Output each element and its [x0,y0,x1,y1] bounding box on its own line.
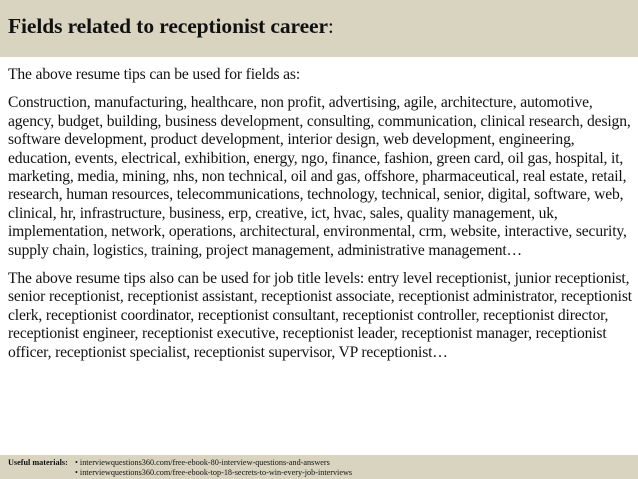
page-title [8,14,334,39]
footer-link-2[interactable]: • interviewquestions360.com/free-ebook-top-18-secrets-to-win-every-job-interviews [75,467,353,477]
main-content [8,66,632,372]
useful-materials-label-colon: : [65,458,68,467]
footer-link-1[interactable]: • interviewquestions360.com/free-ebook-80-interview-questions-and-answers [75,458,330,467]
intro-paragraph: The above resume tips can be used for fields as: [8,66,301,83]
title-bar [0,0,638,57]
useful-materials-label-text: Useful materials [8,458,66,467]
footer-line-2 [8,468,352,478]
job-levels-paragraph: The above resume tips also can be used for job title levels: entry level receptionist, junior receptionist, senior receptionist, receptionist assistant, receptionist associate, receptionist administrator, receptionist clerk, receptionist coordinator, receptionist consultant, receptionist controller, receptionist director, receptionist engineer, receptionist executive, receptionist leader, receptionist manager, receptionist officer, receptionist specialist, receptionist supervisor, VP receptionist… [8,270,632,361]
fields-paragraph: Construction, manufacturing, healthcare, non profit, advertising, agile, architecture, automotive, agency, budget, building, business development, consulting, communication, clinical research, design, software development, product development, interior design, web development, engineering, education, events, electrical, exhibition, energy, ngo, finance, fashion, green card, oil gas, hospital, it, marketing, media, mining, nhs, non technical, oil and gas, offshore, pharmaceutical, real estate, retail, research, human resources, telecommunications, technology, technical, senior, digital, software, web, clinical, hr, infrastructure, business, erp, creative, ict, hvac, sales, quality management, uk, implementation, network, operations, architectural, environmental, crm, website, interactive, security, supply chain, logistics, training, project management, administrative management… [8,94,631,259]
footer-line-1 [8,458,352,468]
footer-bar [0,455,638,479]
useful-materials-label [8,458,75,468]
useful-materials [8,458,352,477]
page-title-text: Fields related to receptionist career [8,14,328,38]
page-title-colon: : [327,14,334,38]
